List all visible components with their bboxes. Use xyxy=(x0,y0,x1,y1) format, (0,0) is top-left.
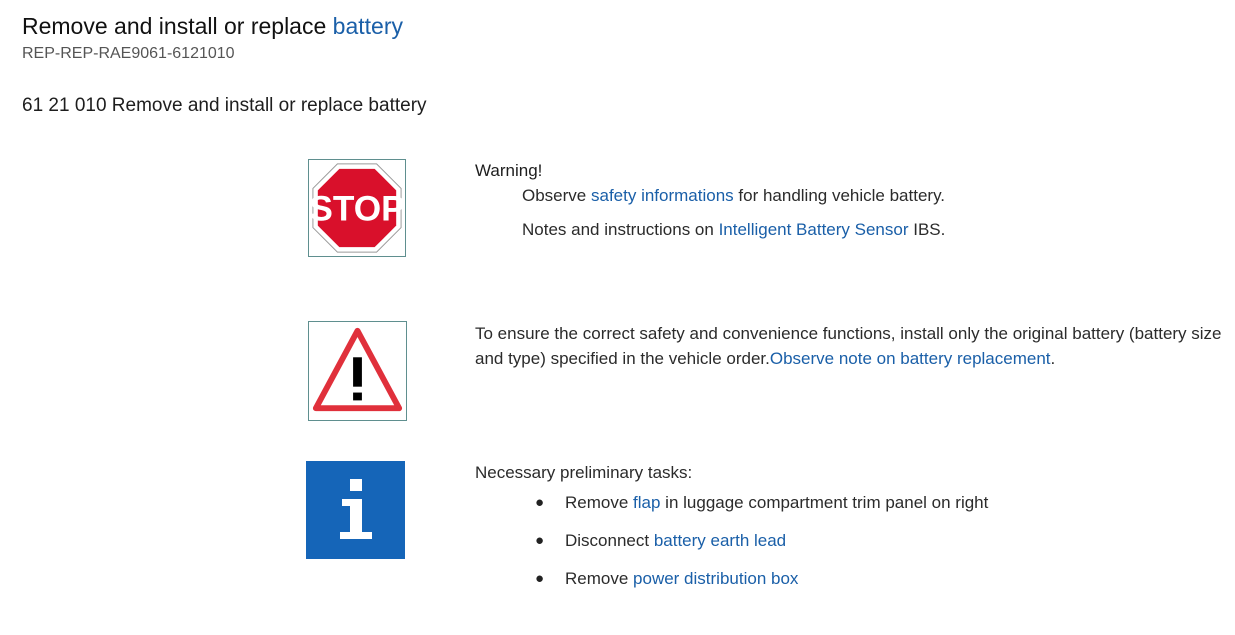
warning-triangle-icon xyxy=(308,321,407,421)
stop-sign-text: STOP xyxy=(309,189,405,229)
list-item xyxy=(475,567,1215,591)
warning-line-ibs-suffix: IBS. xyxy=(908,220,946,239)
warning-line-safety xyxy=(522,186,1215,206)
warning-block xyxy=(475,161,1215,240)
bullet-icon: ● xyxy=(535,494,545,511)
bullet-icon: ● xyxy=(535,532,545,549)
warning-line-ibs xyxy=(522,220,1215,240)
warning-line-safety-suffix: for handling vehicle battery. xyxy=(733,186,946,205)
warning-line-safety-prefix: Observe xyxy=(522,186,591,205)
battery-earth-lead-link[interactable]: battery earth lead xyxy=(653,531,787,550)
title-text: Remove and install or replace xyxy=(22,13,333,39)
power-distribution-box-link[interactable]: power distribution box xyxy=(633,569,799,588)
flap-link[interactable]: flap xyxy=(633,493,661,512)
caution-suffix: . xyxy=(1050,349,1056,368)
bullet-icon: ● xyxy=(535,570,545,587)
list-item xyxy=(475,529,1215,553)
warning-line-ibs-prefix: Notes and instructions on xyxy=(522,220,719,239)
section-heading: 61 21 010 Remove and install or replace battery xyxy=(22,95,427,116)
task-prefix: Remove xyxy=(565,493,634,512)
document-id: REP-REP-RAE9061-6121010 xyxy=(22,45,235,62)
info-icon xyxy=(306,461,405,559)
safety-informations-link[interactable]: safety informations xyxy=(590,186,734,205)
warning-label: Warning! xyxy=(475,161,543,180)
battery-title-link[interactable]: battery xyxy=(332,13,403,39)
task-prefix: Remove xyxy=(565,569,634,588)
caution-block xyxy=(475,321,1227,371)
preliminary-tasks-list xyxy=(475,491,1215,591)
task-suffix: in luggage compartment trim panel on right xyxy=(660,493,989,512)
intelligent-battery-sensor-link[interactable]: Intelligent Battery Sensor xyxy=(718,220,909,239)
preliminary-tasks-block xyxy=(475,463,1215,605)
caution-text: To ensure the correct safety and convenience functions, install only the original battery (battery size and type) specified in the vehicle order. xyxy=(475,324,1222,368)
page-title xyxy=(22,13,403,40)
stop-sign-icon xyxy=(308,159,406,257)
task-prefix: Disconnect xyxy=(565,531,654,550)
battery-replacement-note-link[interactable]: Observe note on battery replacement xyxy=(769,349,1051,368)
list-item xyxy=(475,491,1215,515)
preliminary-tasks-label: Necessary preliminary tasks: xyxy=(475,463,693,482)
